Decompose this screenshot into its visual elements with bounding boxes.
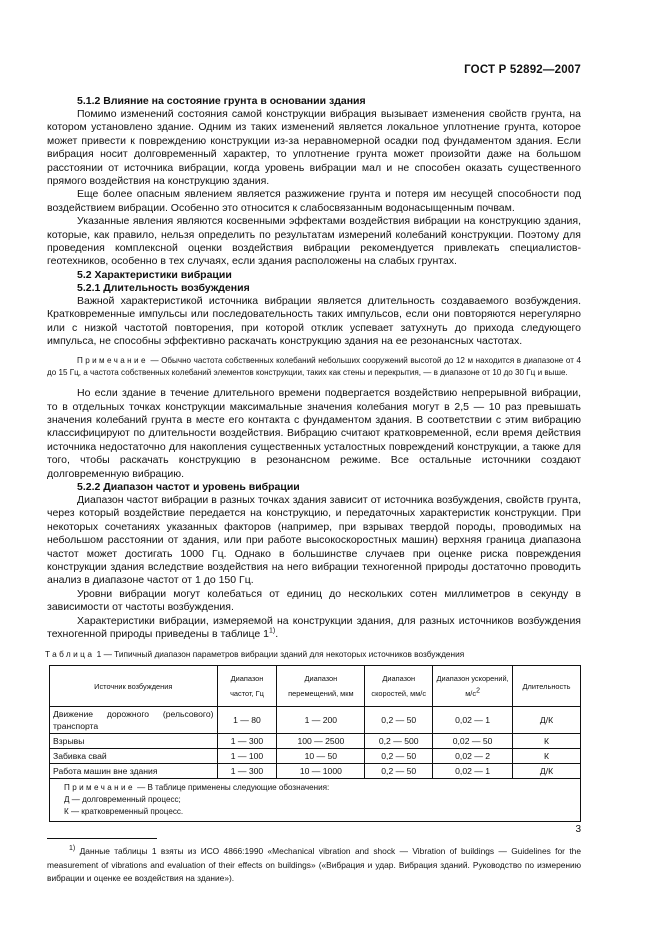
col-header-acc-text: Диапазон ускорений, м/с <box>436 674 509 699</box>
footnote-divider <box>47 838 157 839</box>
table-row <box>50 707 581 734</box>
cell-dur: К <box>513 749 581 764</box>
table-header-row <box>50 666 581 707</box>
col-header-acc <box>433 666 513 707</box>
heading-5-1-2: 5.1.2 Влияние на состояние грунта в основании здания <box>77 95 366 107</box>
note-label: Примечание <box>77 355 148 365</box>
cell-disp: 100 — 2500 <box>277 734 365 749</box>
cell-vel: 0,2 — 50 <box>365 764 433 779</box>
cell-source: Работа машин вне здания <box>50 764 218 779</box>
paragraph-end: . <box>275 628 279 640</box>
col-header-freq: Диапазон частот, Гц <box>217 666 277 707</box>
cell-source: Забивка свай <box>50 749 218 764</box>
cell-disp: 10 — 1000 <box>277 764 365 779</box>
col-header-vel: Диапазон скоростей, мм/с <box>365 666 433 707</box>
note-text: — Обычно частота собственных колебаний небольших сооружений высотой до 12 м находится в диапазоне от 4 до 15 Гц, а частота собственных колебаний элементов конструкции, таких как стены и перекрытия, — в диапазоне от 10 до 30 Гц и выше. <box>47 355 581 377</box>
cell-dur: Д/К <box>513 707 581 734</box>
cell-freq: 1 — 100 <box>217 749 277 764</box>
col-header-acc-sup: 2 <box>476 687 480 695</box>
table-note-label: Примечание <box>64 783 135 793</box>
footnote-ref: 1) <box>269 627 276 635</box>
cell-vel: 0,2 — 50 <box>365 707 433 734</box>
table-note-row <box>50 779 581 822</box>
paragraph-text: Характеристики вибрации, измеряемой на конструкции здания, для разных источников возбуждения техногенной природы приведены в таблице 1 <box>47 614 581 640</box>
paragraph: Еще более опасным явлением является разжижение грунта и потеря им несущей способности под воздействием вибрации. Особенно это относится к слабосвязанным водонасыщенным почвам. <box>47 188 581 214</box>
col-header-source: Источник возбуждения <box>50 666 218 707</box>
table-caption-label: Таблица <box>45 649 95 660</box>
note <box>47 355 581 380</box>
col-header-dur: Длительность <box>513 666 581 707</box>
paragraph: Помимо изменений состояния самой конструкции вибрация вызывает изменения свойств грунта, на котором установлено здание. Одним из таких изменений является локальное уплотнение грунта, которое может привести к повреждению конструкции из-за неравномерной осадки под фундаментом здания. Если вибрация носит долговременный характер, то уплотнение грунта может произойти даже на большом расстоянии от источника вибрации, когда уровень вибрации мал и не способен оказать существенного прямого воздействия на конструкцию здания. <box>47 108 581 188</box>
table-row <box>50 734 581 749</box>
footnote <box>47 845 581 886</box>
heading-5-2-1: 5.2.1 Длительность возбуждения <box>77 281 250 294</box>
cell-freq: 1 — 300 <box>217 764 277 779</box>
footnote-text: Данные таблицы 1 взяты из ИСО 4866:1990 «Mechanical vibration and shock — Vibration of buildings — Guidelines for the measurement of vibrations and evaluation of their effects on buildings» («Вибрация и удар. Вибрация зданий. Руководство по измерению вибрации и оценке ее воздействия на здание»). <box>47 846 581 884</box>
table-caption-text: 1 — Типичный диапазон параметров вибрации зданий для некоторых источников возбуждения <box>94 649 465 660</box>
cell-vel: 0,2 — 50 <box>365 749 433 764</box>
table-caption <box>45 649 581 660</box>
document-id: ГОСТ Р 52892—2007 <box>464 64 581 76</box>
cell-acc: 0,02 — 2 <box>433 749 513 764</box>
paragraph <box>47 615 581 642</box>
cell-disp: 10 — 50 <box>277 749 365 764</box>
col-header-disp: Диапазон перемещений, мкм <box>277 666 365 707</box>
heading-5-2-2: 5.2.2 Диапазон частот и уровень вибрации <box>77 480 300 493</box>
cell-source: Движение дорожного (рельсового) транспорта <box>50 707 218 734</box>
cell-acc: 0,02 — 50 <box>433 734 513 749</box>
cell-acc: 0,02 — 1 <box>433 707 513 734</box>
cell-source: Взрывы <box>50 734 218 749</box>
cell-vel: 0,2 — 500 <box>365 734 433 749</box>
paragraph: Указанные явления являются косвенными эффектами воздействия вибрации на конструкцию здания, которые, как правило, нельзя определить по результатам измерений колебаний конструкции. Поэтому для проведения комплексной оценки воздействия вибрации рекомендуется привлекать специалистов-геотехников, особенно в тех случаях, если здания расположены на слабых грунтах. <box>47 215 581 268</box>
table-row <box>50 749 581 764</box>
table-note-text: — В таблице применены следующие обозначения: <box>134 783 330 793</box>
footnote-mark: 1) <box>69 845 76 853</box>
heading-5-2: 5.2 Характеристики вибрации <box>77 268 232 281</box>
cell-dur: Д/К <box>513 764 581 779</box>
table-note-k: К — кратковременный процесс. <box>64 807 184 817</box>
cell-freq: 1 — 300 <box>217 734 277 749</box>
table-row <box>50 764 581 779</box>
paragraph: Диапазон частот вибрации в разных точках здания зависит от источника возбуждения, свойств грунта, через который воздействие передается на конструкцию, и передаточных характеристик конструкции. При некоторых сочетаниях указанных факторов (например, при взрывах твердой породы, проводимых на небольшом расстоянии от здания, или при работе высокоскоростных машин) верхняя граница диапазона частот может достигать 1000 Гц. Однако в большинстве случаев при оценке риска повреждения конструкции здания вследствие воздействия на него вибрации техногенной природы достаточно проводить анализ в диапазоне частот от 1 до 150 Гц. <box>47 493 581 587</box>
page-body <box>47 95 581 886</box>
table-note-line <box>64 782 572 794</box>
paragraph: Важной характеристикой источника вибрации является длительность создаваемого возбуждения. Кратковременные импульсы или последовательность таких импульсов, если они повторяются нерегулярно или с низкой частотой повторения, при которой отклик успевает затухнуть до прихода следующего импульса, не способны эффективно раскачать конструкцию здания на ее резонансных частотах. <box>47 294 581 348</box>
paragraph: Уровни вибрации могут колебаться от единиц до нескольких сотен миллиметров в секунду в зависимости от частоты возбуждения. <box>47 587 581 614</box>
page-number: 3 <box>575 824 581 835</box>
paragraph: Но если здание в течение длительного времени подвергается воздействию непрерывной вибрации, то в отдельных точках конструкции максимальные значения колебания могут в 2,5 — 10 раз превышать значения колебаний грунта в месте его контакта с фундаментом здания. В соответствии с этим вибрацию классифицируют по длительности воздействия. Вибрацию считают кратковременной, если время действия источника недостаточно для накопления существенных усталостных повреждений конструкции, а также для того, чтобы раскачать конструкцию в резонансном режиме. Все остальные источники создают долговременную вибрацию. <box>47 387 581 480</box>
table-note-d: Д — долговременный процесс; <box>64 795 181 805</box>
cell-acc: 0,02 — 1 <box>433 764 513 779</box>
table-note <box>50 779 581 822</box>
cell-disp: 1 — 200 <box>277 707 365 734</box>
cell-freq: 1 — 80 <box>217 707 277 734</box>
cell-dur: К <box>513 734 581 749</box>
vibration-table <box>49 665 581 822</box>
